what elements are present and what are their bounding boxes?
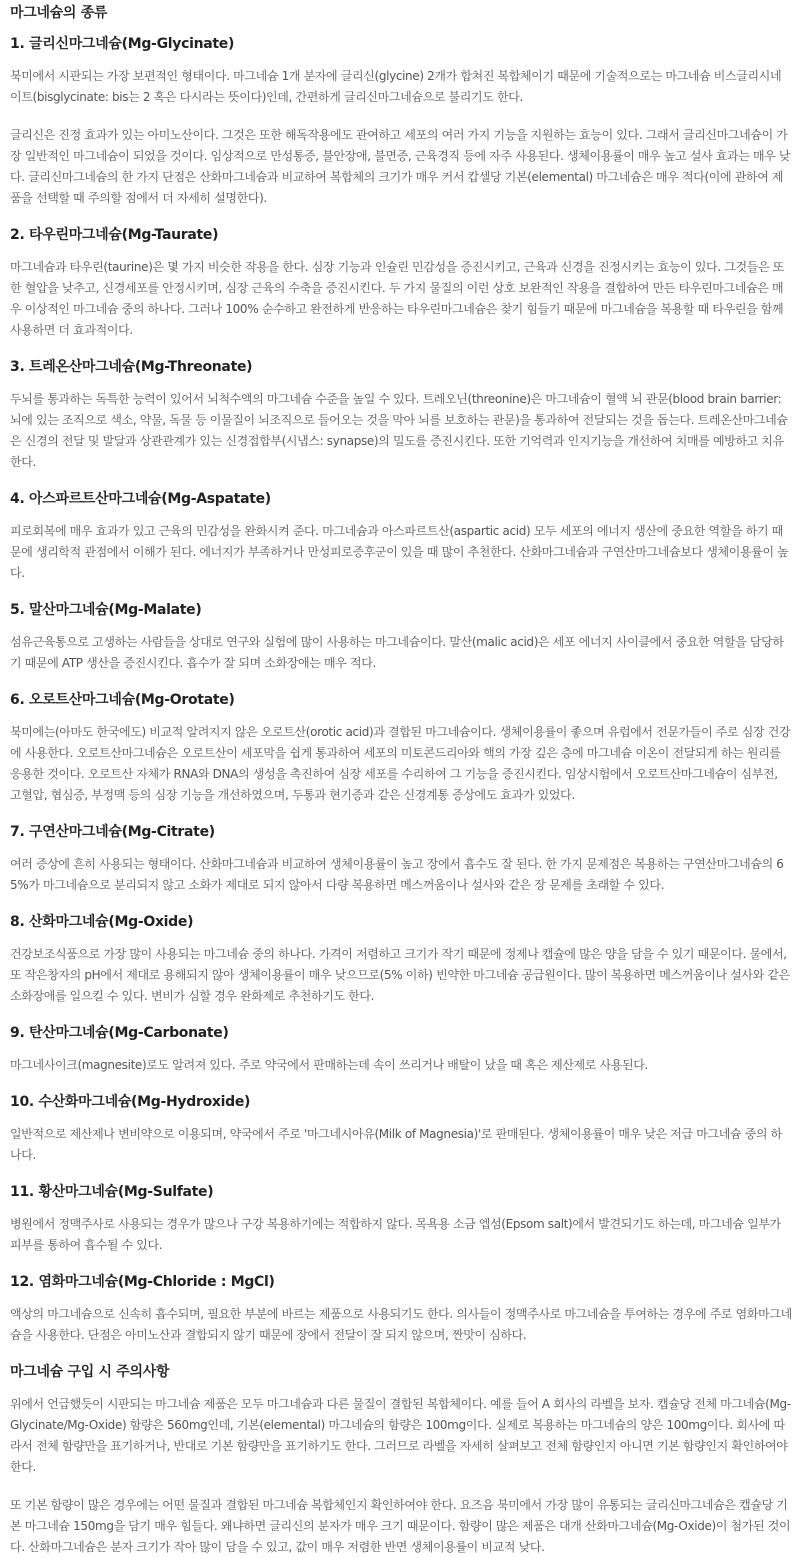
section (10, 226, 792, 341)
section-heading: 2. 타우린마그네슘(Mg-Taurate) (10, 227, 219, 243)
section-heading: 11. 황산마그네슘(Mg-Sulfate) (10, 1184, 214, 1200)
section (10, 691, 792, 806)
section (10, 490, 792, 584)
section-heading: 4. 아스파르트산마그네슘(Mg-Aspatate) (10, 491, 271, 507)
section (10, 1273, 792, 1346)
section (10, 358, 792, 473)
section-paragraph: 또 기본 함량이 많은 경우에는 어떤 물질과 결합된 마그네슘 복합체인지 확인하여야 한다. 요즈음 북미에서 가장 많이 유통되는 글리신마그네슘은 캡슐당 기본 마그네슘 150mg을 담기 매우 힘들다. 왜냐하면 글리신의 분자가 매우 크기 때문이다. 함량이 많은 제품은 대개 산화마그네슘(Mg-Oxide)이 첨가된 것이다. 산화마그네슘은 분자 크기가 작아 많이 담을 수 있고, 값이 매우 저렴한 반면 생체이용률이 비교적 낮다. (10, 1498, 791, 1554)
section-paragraph: 병원에서 정맥주사로 사용되는 경우가 많으나 구강 복용하기에는 적합하지 않다. 목욕용 소금 엡섬(Epsom salt)에서 발견되기도 하는데, 마그네슘 일부가 피부를 통하여 흡수될 수 있다. (10, 1217, 781, 1252)
section-paragraph: 북미에서 시판되는 가장 보편적인 형태이다. 마그네슘 1개 분자에 글리신(glycine) 2개가 합쳐진 복합체이기 때문에 기술적으로는 마그네슘 비스글리시네이트(bisglycinate: bis는 2 혹은 다시라는 뜻이다)인데, 간편하게 글리신마그네슘으로 불리기도 한다. (10, 69, 782, 104)
section (10, 1183, 792, 1256)
article-body (10, 35, 792, 1558)
article-title: 마그네슘의 종류 (10, 5, 108, 21)
section (10, 1024, 792, 1076)
section-paragraph: 일반적으로 제산제나 변비약으로 이용되며, 약국에서 주로 '마그네시아유(Milk of Magnesia)'로 판매된다. 생체이용률이 매우 낮은 저급 마그네슘 중의 하나다. (10, 1127, 782, 1162)
section-paragraph: 피로회복에 매우 효과가 있고 근육의 민감성을 완화시켜 준다. 마그네슘과 아스파르트산(aspartic acid) 모두 세포의 에너지 생산에 중요한 역할을 하기 때문에 생리학적 관점에서 이해가 된다. 에너지가 부족하거나 만성피로증후군이 있을 때 많이 추천한다. 산화마그네슘과 구연산마그네슘보다 생체이용률이 높다. (10, 524, 789, 580)
section-paragraph: 북미에는(아마도 한국에도) 비교적 알려지지 않은 오로트산(orotic acid)과 결합된 마그네슘이다. 생체이용률이 좋으며 유럽에서 전문가들이 주로 심장 건강에 사용한다. 오로트산마그네슘은 오로트산이 세포막을 쉽게 통과하여 세포의 미토콘드리아와 핵의 가장 깊은 층에 마그네슘 이온이 전달되게 하는 원리를 응용한 것이다. 오로트산 자체가 RNA와 DNA의 생성을 촉진하여 심장 세포를 수리하여 그 기능을 증진시킨다. 임상시험에서 오로트산마그네슘이 심부전, 고혈압, 협심증, 부정맥 등의 심장 기능을 개선하였으며, 두통과 현기증과 같은 신경계통 증상에도 효과가 있었다. (10, 725, 791, 802)
section-paragraph: 두뇌를 통과하는 독특한 능력이 있어서 뇌척수액의 마그네슘 수준을 높일 수 있다. 트레오닌(threonine)은 마그네슘이 혈액 뇌 관문(blood brain barrier: 뇌에 있는 조직으로 색소, 약물, 독물 등 이물질이 뇌조직으로 들어오는 것을 막아 뇌를 보호하는 관문)을 통과하여 전달되는 것을 돕는다. 트레온산마그네슘은 신경의 전달 및 발달과 상관관계가 있는 신경접합부(시냅스: synapse)의 밀도를 증진시킨다. 또한 기억력과 인지기능을 개선하여 치매를 예방하고 치유한다. (10, 392, 788, 469)
section-heading: 마그네슘 구입 시 주의사항 (10, 1364, 170, 1380)
section (10, 913, 792, 1007)
section (10, 601, 792, 674)
section (10, 1363, 792, 1558)
section-heading: 10. 수산화마그네슘(Mg-Hydroxide) (10, 1094, 251, 1110)
section-heading: 1. 글리신마그네슘(Mg-Glycinate) (10, 36, 235, 52)
section (10, 35, 792, 209)
section (10, 823, 792, 896)
section-heading: 6. 오로트산마그네슘(Mg-Orotate) (10, 692, 235, 708)
section-paragraph: 액상의 마그네슘으로 신속히 흡수되며, 필요한 부분에 바르는 제품으로 사용되기도 한다. 의사들이 정맥주사로 마그네슘을 투여하는 경우에 주로 염화마그네슘을 사용한다. 단점은 아미노산과 결합되지 않기 때문에 장에서 전달이 잘 되지 않으며, 짠맛이 심하다. (10, 1307, 792, 1342)
section-paragraph: 건강보조식품으로 가장 많이 사용되는 마그네슘 중의 하나다. 가격이 저렴하고 크기가 작기 때문에 정제나 캡슐에 많은 양을 담을 수 있기 때문이다. 물에서, 또 작은창자의 pH에서 제대로 용해되지 않아 생체이용률이 매우 낮으므로(5% 이하) 빈약한 마그네슘 공급원이다. 많이 복용하면 메스꺼움이나 설사와 같은 소화장애를 일으킬 수 있다. 변비가 심할 경우 완화제로 추천하기도 한다. (10, 947, 790, 1003)
section-heading: 7. 구연산마그네슘(Mg-Citrate) (10, 824, 215, 840)
section-paragraph: 위에서 언급했듯이 시판되는 마그네슘 제품은 모두 마그네슘과 다른 물질이 결합된 복합체이다. 예를 들어 A 회사의 라벨을 보자. 캡슐당 전체 마그네슘(Mg-Glycinate/Mg-Oxide) 함량은 560mg인데, 기본(elemental) 마그네슘의 함량은 100mg이다. 실제로 복용하는 마그네슘의 양은 100mg이다. 회사에 따라서 전체 함량만을 표기하거나, 반대로 기본 함량만을 표기하기도 한다. 그러므로 라벨을 자세히 살펴보고 전체 함량인지 아니면 기본 함량인지 확인하여야 한다. (10, 1397, 791, 1474)
section-heading: 5. 말산마그네슘(Mg-Malate) (10, 602, 202, 618)
section-heading: 8. 산화마그네슘(Mg-Oxide) (10, 914, 194, 930)
section-paragraph: 마그네슘과 타우린(taurine)은 몇 가지 비슷한 작용을 한다. 심장 기능과 인슐린 민감성을 증진시키고, 근육과 신경을 진정시키는 효능이 있다. 그것들은 또한 혈압을 낮추고, 신경세포를 안정시키며, 심장 근육의 수축을 증진시킨다. 두 가지 물질의 이런 상호 보완적인 작용을 결합하여 만든 타우린마그네슘은 매우 이상적인 마그네슘 중의 하나다. 그러나 100% 순수하고 완전하게 반응하는 타우린마그네슘은 찾기 힘들기 때문에 마그네슘을 복용할 때 타우린을 함께 사용하면 더 효과적이다. (10, 260, 784, 337)
section-paragraph: 마그네사이크(magnesite)로도 알려져 있다. 주로 약국에서 판매하는데 속이 쓰리거나 배탈이 났을 때 혹은 제산제로 사용된다. (10, 1058, 648, 1072)
section-heading: 9. 탄산마그네슘(Mg-Carbonate) (10, 1025, 229, 1041)
section (10, 1093, 792, 1166)
section-paragraph: 섬유근육통으로 고생하는 사람들을 상대로 연구와 실험에 많이 사용하는 마그네슘이다. 말산(malic acid)은 세포 에너지 사이클에서 중요한 역할을 담당하기 때문에 ATP 생산을 증진시킨다. 흡수가 잘 되며 소화장애는 매우 적다. (10, 635, 784, 670)
section-paragraph: 여러 증상에 흔히 사용되는 형태이다. 산화마그네슘과 비교하여 생체이용률이 높고 장에서 흡수도 잘 된다. 한 가지 문제점은 복용하는 구연산마그네슘의 65%가 마그네슘으로 분리되지 않고 소화가 제대로 되지 않아서 다량 복용하면 메스꺼움이나 설사와 같은 장 문제를 초래할 수 있다. (10, 857, 784, 892)
section-heading: 3. 트레온산마그네슘(Mg-Threonate) (10, 359, 253, 375)
section-paragraph: 글리신은 진정 효과가 있는 아미노산이다. 그것은 또한 해독작용에도 관여하고 세포의 여러 가지 기능을 지원하는 효능이 있다. 그래서 글리신마그네슘이 가장 일반적인 마그네슘이 되었을 것이다. 임상적으로 만성통증, 불안장애, 불면증, 근육경직 등에 자주 사용된다. 생체이용률이 매우 높고 설사 효과는 매우 낮다. 글리신마그네슘의 한 가지 단점은 산화마그네슘과 비교하여 복합체의 크기가 매우 커서 캅셀당 기본(elemental) 마그네슘은 매우 적다(이에 관하여 제품을 선택할 때 주의할 점에서 더 자세히 설명한다). (10, 128, 791, 205)
section-heading: 12. 염화마그네슘(Mg-Chloride : MgCl) (10, 1274, 275, 1290)
